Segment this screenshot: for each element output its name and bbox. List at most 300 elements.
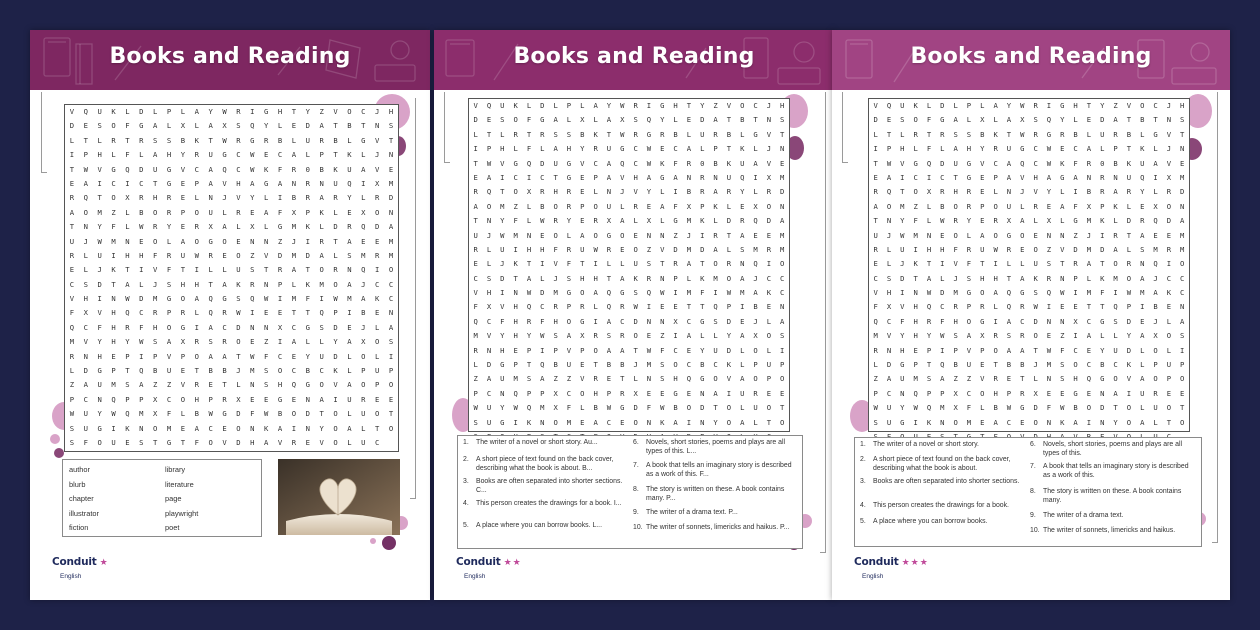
grid-letter: O (993, 201, 998, 211)
grid-letter: L (1033, 216, 1038, 226)
grid-letter: J (291, 236, 297, 246)
grid-letter: U (83, 423, 88, 433)
grid-letter: H (673, 374, 678, 384)
grid-letter: T (1153, 115, 1158, 125)
grid-letter: E (980, 360, 985, 370)
grid-letter: P (473, 388, 478, 398)
grid-letter: N (1046, 417, 1052, 427)
worksheet-level-2 (434, 30, 834, 600)
grid-letter: D (886, 360, 892, 370)
grid-letter: A (1140, 417, 1145, 427)
grid-letter: P (540, 388, 545, 398)
grid-letter: O (194, 351, 199, 361)
grid-letter: T (886, 129, 892, 139)
grid-letter: D (1033, 403, 1038, 413)
grid-letter: K (319, 207, 324, 217)
grid-letter: B (1086, 187, 1092, 197)
grid-row (469, 401, 789, 415)
grid-letter: R (1100, 172, 1105, 182)
grid-letter: I (513, 417, 518, 427)
grid-letter: O (180, 394, 186, 404)
grid-letter: F (194, 437, 199, 447)
clue-number: 9. (633, 509, 639, 516)
grid-letter: I (593, 259, 598, 269)
grid-letter: Q (208, 294, 213, 304)
grid-letter: W (333, 294, 338, 304)
grid-letter: O (333, 279, 338, 289)
grid-letter: D (139, 294, 144, 304)
grid-letter: Q (69, 322, 75, 332)
grid-letter: Q (1046, 115, 1052, 125)
grid-letter: S (473, 417, 478, 427)
grid-letter: L (686, 273, 692, 283)
grid-letter: A (686, 331, 692, 341)
grid-row (469, 142, 789, 156)
grid-letter: A (566, 331, 572, 341)
grid-letter: F (1060, 345, 1065, 355)
clue-number: 10. (1030, 527, 1040, 534)
grid-letter: F (673, 201, 678, 211)
grid-letter: U (500, 101, 505, 110)
grid-letter: G (250, 135, 255, 145)
grid-letter: Z (264, 337, 269, 347)
grid-letter: N (500, 388, 505, 398)
grid-letter: W (1033, 302, 1038, 312)
grid-letter: A (83, 178, 88, 188)
grid-letter: O (1033, 331, 1038, 341)
grid-letter: O (1166, 403, 1172, 413)
grid-letter: G (208, 236, 213, 246)
grid-letter: V (980, 374, 985, 384)
grid-letter: W (69, 409, 75, 419)
grid-letter: J (686, 230, 692, 240)
grid-row (65, 292, 398, 306)
grid-letter: K (1060, 158, 1065, 168)
grid-letter: O (580, 388, 585, 398)
grid-letter: A (966, 331, 972, 341)
grid-letter: W (540, 331, 545, 341)
grid-letter: F (69, 308, 75, 318)
grid-letter: F (966, 259, 972, 269)
grid-letter: T (69, 164, 75, 174)
grid-row (65, 321, 398, 335)
grid-letter: O (194, 236, 199, 246)
grid-letter: Q (1153, 216, 1158, 226)
grid-letter: S (208, 337, 213, 347)
grid-letter: J (375, 107, 380, 116)
grid-letter: L (700, 331, 705, 341)
clue-number: 6. (633, 439, 639, 446)
grid-letter: P (953, 345, 958, 355)
grid-letter: Q (1153, 259, 1158, 269)
grid-letter: T (333, 236, 338, 246)
grid-letter: E (580, 187, 585, 197)
grid-row (469, 344, 789, 358)
grid-letter: E (1086, 345, 1092, 355)
grid-letter: A (993, 288, 998, 298)
grid-letter: C (208, 423, 213, 433)
grid-letter: Y (97, 409, 102, 419)
clue-text: The writer of sonnets, limericks and haikus. (1043, 527, 1176, 534)
grid-row (869, 315, 1189, 329)
grid-letter: O (388, 423, 394, 433)
grid-letter: L (753, 417, 758, 427)
grid-letter: Y (1006, 101, 1012, 110)
grid-letter: P (194, 178, 199, 188)
grid-letter: R (347, 222, 352, 232)
grid-letter: B (686, 187, 692, 197)
grid-letter: K (333, 164, 338, 174)
grid-letter: I (540, 259, 545, 269)
grid-letter: O (780, 374, 785, 384)
grid-letter: A (753, 288, 758, 298)
worksheet-level-1 (30, 30, 430, 600)
grid-letter: O (1126, 417, 1132, 427)
grid-letter: S (713, 316, 718, 326)
grid-letter: V (980, 158, 985, 168)
grid-letter: C (513, 172, 518, 182)
grid-letter: K (513, 259, 518, 269)
grid-letter: C (766, 273, 772, 283)
grid-row (469, 229, 789, 243)
grid-row (65, 163, 398, 177)
grid-letter: A (222, 279, 227, 289)
grid-letter: G (97, 366, 102, 376)
grid-letter: U (486, 403, 492, 413)
grid-letter: A (347, 380, 352, 390)
grid-letter: T (291, 107, 297, 116)
grid-letter: C (780, 288, 785, 298)
grid-letter: C (713, 360, 718, 370)
clue-text: The writer of a drama text. (1043, 512, 1124, 519)
grid-letter: E (980, 216, 985, 226)
grid-letter: Y (1113, 417, 1118, 427)
grid-letter: U (473, 230, 478, 240)
grid-letter: N (347, 265, 352, 275)
grid-letter: I (526, 172, 532, 182)
grid-letter: O (766, 201, 772, 211)
grid-letter: P (1153, 360, 1158, 370)
grid-letter: M (913, 230, 918, 240)
grid-letter: Z (250, 250, 255, 260)
grid-letter: M (388, 178, 394, 188)
grid-letter: D (700, 403, 705, 413)
grid-letter: Y (319, 423, 324, 433)
grid-letter: G (900, 360, 905, 370)
grid-letter: L (361, 423, 366, 433)
grid-letter: U (1006, 201, 1012, 211)
grid-letter: P (566, 101, 572, 110)
grid-letter: N (264, 322, 269, 332)
grid-letter: A (1020, 345, 1025, 355)
header-banner (832, 30, 1230, 90)
grid-letter: R (139, 193, 144, 203)
grid-letter: V (236, 193, 241, 203)
grid-row (65, 206, 398, 220)
grid-letter: X (153, 394, 158, 404)
grid-letter: H (526, 244, 532, 254)
grid-letter: K (766, 288, 772, 298)
grid-letter: N (1006, 187, 1012, 197)
grid-letter: R (166, 250, 172, 260)
grid-letter: T (1126, 144, 1132, 154)
grid-letter: B (1006, 360, 1012, 370)
grid-letter: G (166, 437, 172, 447)
grid-letter: M (347, 294, 352, 304)
grid-letter: A (1180, 316, 1185, 326)
grid-letter: M (686, 288, 692, 298)
grid-letter: H (250, 437, 255, 447)
grid-letter: D (700, 244, 705, 254)
grid-letter: L (926, 201, 932, 211)
grid-letter: T (333, 121, 338, 131)
grid-letter: R (620, 302, 625, 312)
grid-letter: N (250, 322, 255, 332)
grid-letter: A (1020, 273, 1025, 283)
grid-letter: W (250, 150, 255, 160)
grid-letter: E (236, 236, 241, 246)
grid-letter: N (713, 172, 718, 182)
grid-letter: V (375, 135, 380, 145)
grid-letter: U (97, 380, 102, 390)
grid-letter: L (993, 302, 998, 312)
grid-letter: J (486, 230, 492, 240)
grid-letter: L (347, 409, 352, 419)
grid-row (65, 263, 398, 277)
clue-number: 10. (633, 524, 643, 531)
decorative-circle (382, 536, 396, 550)
grid-letter: L (83, 250, 88, 260)
grid-letter: L (713, 331, 718, 341)
grid-letter: F (473, 302, 478, 312)
grid-letter: G (566, 172, 572, 182)
grid-letter: K (926, 417, 932, 427)
grid-letter: B (620, 360, 625, 370)
grid-letter: P (580, 201, 585, 211)
grid-letter: T (1033, 345, 1038, 355)
grid-letter: T (593, 360, 598, 370)
grid-letter: C (780, 273, 785, 283)
grid-letter: T (83, 135, 88, 145)
grid-letter: I (250, 107, 255, 116)
grid-letter: L (333, 207, 338, 217)
grid-letter: U (606, 144, 612, 154)
grid-letter: N (1046, 316, 1052, 326)
grid-letter: D (673, 244, 678, 254)
grid-letter: P (180, 207, 186, 217)
grid-letter: D (139, 164, 144, 174)
grid-letter: N (250, 380, 255, 390)
grid-letter: F (1073, 201, 1078, 211)
grid-letter: I (125, 178, 130, 188)
grid-letter: F (250, 409, 255, 419)
grid-letter: I (1113, 288, 1118, 298)
grid-letter: O (766, 331, 772, 341)
grid-letter: O (375, 337, 380, 347)
grid-letter: A (740, 331, 745, 341)
grid-letter: A (388, 222, 394, 232)
grid-letter: E (646, 388, 652, 398)
grid-letter: U (208, 207, 213, 217)
grid-letter: H (277, 380, 283, 390)
grid-letter: A (1153, 288, 1158, 298)
grid-letter: D (375, 222, 380, 232)
grid-letter: N (646, 316, 652, 326)
grid-letter: L (873, 360, 878, 370)
grid-row (65, 350, 398, 364)
grid-letter: D (780, 187, 785, 197)
grid-letter: N (686, 172, 692, 182)
grid-letter: E (1166, 388, 1172, 398)
grid-letter: C (753, 101, 758, 110)
difficulty-stars: ★ (99, 558, 109, 568)
grid-letter: R (236, 135, 241, 145)
grid-letter: E (766, 388, 772, 398)
grid-letter: H (83, 294, 88, 304)
grid-letter: O (166, 322, 172, 332)
grid-letter: A (593, 288, 598, 298)
grid-letter: S (264, 366, 269, 376)
grid-letter: C (388, 279, 394, 289)
grid-letter: O (886, 201, 892, 211)
grid-letter: M (250, 366, 255, 376)
grid-letter: P (1100, 201, 1105, 211)
grid-letter: T (926, 259, 932, 269)
grid-letter: O (913, 115, 918, 125)
grid-letter: N (886, 216, 892, 226)
grid-letter: H (111, 322, 116, 332)
clue-number: 5. (463, 522, 469, 529)
grid-letter: N (486, 216, 492, 226)
grid-letter: V (566, 345, 572, 355)
grid-letter: M (388, 236, 394, 246)
grid-letter: M (1153, 244, 1158, 254)
grid-letter: L (740, 129, 745, 139)
grid-letter: X (526, 187, 532, 197)
grid-letter: R (953, 216, 958, 226)
grid-letter: U (208, 150, 213, 160)
grid-letter: Y (900, 403, 905, 413)
grid-letter: Y (966, 216, 972, 226)
grid-letter: A (291, 150, 297, 160)
subject-label: English (862, 573, 884, 580)
grid-letter: O (1180, 259, 1185, 269)
grid-letter: M (111, 380, 116, 390)
grid-letter: W (540, 216, 545, 226)
grid-letter: A (361, 164, 366, 174)
grid-letter: W (1020, 101, 1025, 110)
grid-letter: T (686, 101, 692, 110)
grid-letter: M (1140, 288, 1145, 298)
grid-letter: A (1020, 216, 1025, 226)
grid-letter: G (620, 403, 625, 413)
grid-letter: M (780, 172, 785, 182)
grid-letter: Q (83, 193, 88, 203)
grid-letter: R (700, 187, 705, 197)
grid-letter: Z (513, 201, 518, 211)
grid-letter: T (1060, 259, 1065, 269)
grid-letter: I (1073, 288, 1078, 298)
grid-letter: W (222, 135, 227, 145)
grid-letter: H (1180, 101, 1185, 110)
grid-letter: C (69, 279, 75, 289)
grid-letter: J (1166, 144, 1172, 154)
grid-letter: P (966, 302, 972, 312)
grid-letter: W (1060, 288, 1065, 298)
grid-letter: E (250, 337, 255, 347)
grid-letter: R (580, 302, 585, 312)
grid-letter: G (139, 121, 144, 131)
grid-letter: M (740, 288, 745, 298)
grid-letter: W (633, 302, 638, 312)
grid-letter: Y (526, 331, 532, 341)
grid-letter: Z (673, 230, 678, 240)
grid-letter: I (97, 294, 102, 304)
clue-number: 1. (860, 441, 866, 448)
grid-letter: T (633, 345, 638, 355)
grid-letter: V (319, 437, 324, 447)
grid-letter: N (1046, 230, 1052, 240)
grid-letter: O (780, 259, 785, 269)
grid-letter: X (1086, 201, 1092, 211)
grid-letter: E (766, 302, 772, 312)
grid-letter: G (1153, 129, 1158, 139)
grid-letter: L (236, 222, 241, 232)
grid-letter: H (966, 144, 972, 154)
grid-letter: U (900, 374, 905, 384)
grid-letter: A (194, 423, 199, 433)
grid-letter: R (236, 207, 241, 217)
grid-letter: R (726, 187, 732, 197)
grid-letter: T (900, 187, 905, 197)
grid-letter: C (940, 302, 945, 312)
grid-letter: R (766, 244, 772, 254)
grid-letter: E (766, 230, 772, 240)
word-bank-item: author (69, 465, 90, 474)
grid-letter: L (277, 121, 283, 131)
grid-letter: S (553, 331, 558, 341)
grid-letter: W (125, 294, 130, 304)
grid-letter: I (139, 351, 144, 361)
grid-letter: O (291, 409, 297, 419)
grid-letter: W (513, 403, 518, 413)
grid-letter: Y (500, 331, 505, 341)
grid-letter: L (1060, 216, 1065, 226)
grid-letter: O (753, 345, 758, 355)
grid-letter: N (526, 230, 532, 240)
grid-row (469, 286, 789, 300)
grid-letter: E (180, 178, 186, 188)
grid-letter: O (1073, 360, 1078, 370)
grid-letter: N (486, 345, 492, 355)
grid-letter: R (250, 279, 255, 289)
grid-letter: O (1180, 417, 1185, 427)
grid-letter: U (1006, 144, 1012, 154)
grid-letter: L (1020, 201, 1025, 211)
grid-letter: L (740, 403, 745, 413)
grid-letter: P (1073, 273, 1078, 283)
grid-letter: Q (125, 409, 130, 419)
grid-letter: L (1020, 259, 1025, 269)
grid-letter: T (1086, 101, 1092, 110)
grid-letter: L (125, 222, 130, 232)
grid-letter: N (1140, 259, 1145, 269)
grid-row (469, 243, 789, 257)
grid-letter: Z (153, 380, 158, 390)
grid-letter: P (780, 360, 785, 370)
grid-letter: O (980, 288, 985, 298)
grid-letter: L (940, 273, 945, 283)
